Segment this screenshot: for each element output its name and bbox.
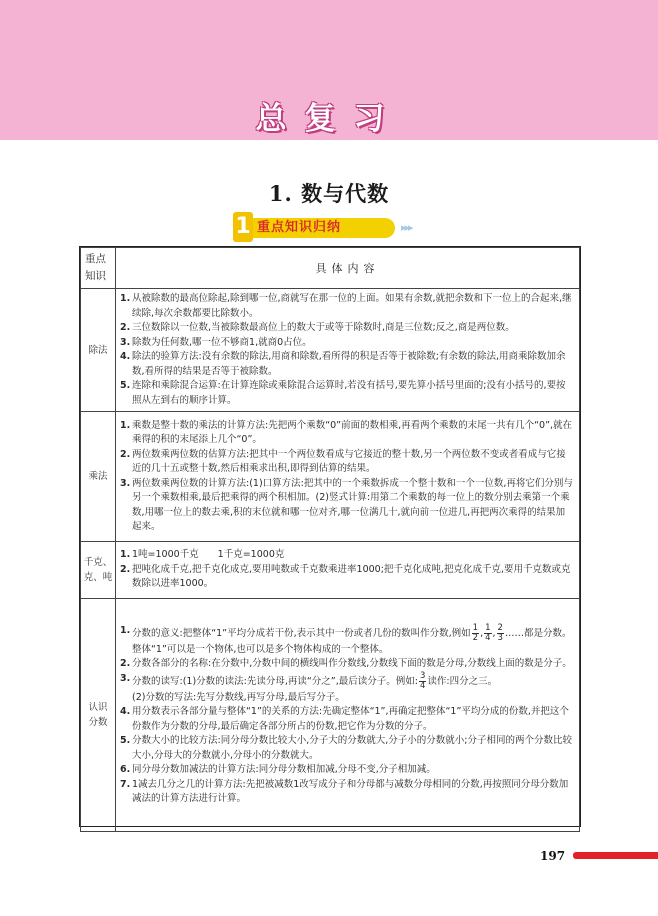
triple-arrow-icon: ▸▸▸ bbox=[401, 221, 412, 234]
list-item: 4. 除法的验算方法:没有余数的除法,用商和除数,看所得的积是否等于被除数;有余数的除法,用商乘除数加余数,看所得的结果是否等于被除数。 bbox=[120, 351, 566, 377]
page-accent-bar bbox=[573, 852, 658, 859]
row-key-line2: 分数 bbox=[88, 717, 108, 728]
header-key-line2: 知识 bbox=[85, 270, 106, 282]
table-row bbox=[81, 599, 580, 832]
list-item: 5. 分数大小的比较方法:同分母分数比较大小,分子大的分数就大,分子小的分数就小;分子相同的两个分数比较大小,分母大的分数就小,分母小的分数就大。 bbox=[120, 735, 572, 761]
list-item: 1. 1吨=1000千克 1千克=1000克 bbox=[120, 549, 285, 561]
row-key bbox=[81, 542, 116, 599]
list-item: 3. 分数的读写:(1)分数的读法:先读分母,再读“分之”,最后读分子。例如: $\frac{3}{4}$ 读作:四分之三。 bbox=[120, 670, 498, 691]
list-item: 1. 从被除数的最高位除起,除到哪一位,商就写在那一位的上面。如果有余数,就把余数和下一位上的合起来,继续除,每次余数都要比除数小。 bbox=[120, 293, 572, 319]
list-item: 2. 把吨化成千克,把千克化成克,要用吨数或千克数乘进率1000;把千克化成吨,把克化成千克,要用千克数或克数除以进率1000。 bbox=[120, 563, 571, 590]
list-item: 5. 连除和乘除混合运算:在计算连除或乘除混合运算时,若没有括号,要先算小括号里面的;没有小括号的,要按照从左到右的顺序计算。 bbox=[120, 380, 566, 406]
row-content bbox=[116, 599, 580, 832]
row-content bbox=[116, 412, 580, 542]
row-key-line1: 认识 bbox=[88, 702, 108, 713]
row-content bbox=[116, 542, 580, 599]
ribbon-text: 重点知识归纳 bbox=[257, 220, 342, 235]
row-key bbox=[81, 599, 116, 832]
list-item: 2. 两位数乘两位数的估算方法:把其中一个两位数看成与它接近的整十数,另一个两位数不变或者看成与它接近的几十五或整十数,然后相乘求出积,即得到估算的结果。 bbox=[120, 448, 566, 474]
chapter-title: 总复习 bbox=[255, 101, 403, 137]
fraction: $\frac{3}{4}$ bbox=[419, 670, 426, 691]
list-item: 3. 除数为任何数,哪一位不够商1,就商0占位。 bbox=[120, 336, 312, 348]
list-item: 3. 两位数乘两位数的计算方法:(1)口算方法:把其中的一个乘数拆成一个整十数和一个一位数,再将它们分别与另一个乘数相乘,最后把乘得的两个积相加。(2)竖式计算:用第二个乘数的每一位上的数分别去乘第一个乘数,用哪一位上的数去乘,积的末位就和哪一位对齐,哪一位满几十,就向前一位进几,再把两次乘得的结果加起来。 bbox=[120, 477, 573, 532]
list-item: 2. 三位数除以一位数,当被除数最高位上的数大于或等于除数时,商是三位数;反之,商是两位数。 bbox=[120, 322, 515, 333]
list-item: 1. 乘数是整十数的乘法的计算方法:先把两个乘数“0”前面的数相乘,再看两个乘数的末尾一共有几个“0”,就在乘得的积的末尾添上几个“0”。 bbox=[120, 419, 573, 445]
fraction: $\frac{1}{4}$ bbox=[485, 622, 491, 643]
list-item: 6. 同分母分数加减法的计算方法:同分母分数相加减,分母不变,分子相加减。 bbox=[120, 764, 436, 775]
list-item: 1. 分数的意义:把整体“1”平均分成若干份,表示其中一份或者几份的数叫作分数,例如 $\frac{1}{2}$ , $\frac{1}{4}$ , $\frac{2}{3}$ ……都是分数。整体“1”可以是一个物体,也可以是多个物体构成的一个整体。 bbox=[120, 622, 572, 655]
list-item: (2)分数的写法:先写分数线,再写分母,最后写分子。 bbox=[132, 691, 345, 703]
row-key-line2: 克、吨 bbox=[83, 572, 113, 583]
list-item: 2. 分数各部分的名称:在分数中,分数中间的横线叫作分数线,分数线下面的数是分母,分数线上面的数是分子。 bbox=[120, 658, 572, 669]
header-key-line1: 重点 bbox=[85, 253, 106, 265]
table-row bbox=[81, 289, 580, 412]
table-row bbox=[81, 412, 580, 542]
knowledge-table bbox=[79, 246, 581, 827]
section-ribbon bbox=[233, 212, 433, 242]
table-row bbox=[81, 542, 580, 599]
page-number: 197 bbox=[540, 849, 566, 863]
row-key: 除法 bbox=[81, 289, 116, 412]
header-content: 具体内容 bbox=[116, 248, 580, 289]
ribbon-number: 1 bbox=[233, 212, 253, 242]
row-content bbox=[116, 289, 580, 412]
list-item: 4. 用分数表示各部分量与整体“1”的关系的方法:先确定整体“1”,再确定把整体“1”平均分成的份数,并把这个份数作为分数的分母,最后确定各部分所占的份数,把它作为分数的分子。 bbox=[120, 706, 569, 732]
header-key bbox=[81, 248, 116, 289]
fraction: $\frac{1}{2}$ bbox=[472, 622, 479, 643]
row-key-line1: 千克、 bbox=[83, 557, 113, 568]
row-key: 乘法 bbox=[81, 412, 116, 542]
list-item: 7. 1减去几分之几的计算方法:先把被减数1改写成分子和分母都与减数分母相同的分数,再按照同分母分数加减法的计算方法进行计算。 bbox=[120, 778, 569, 804]
section-title: 1. 数与代数 bbox=[268, 181, 390, 206]
fraction: $\frac{2}{3}$ bbox=[497, 622, 503, 643]
